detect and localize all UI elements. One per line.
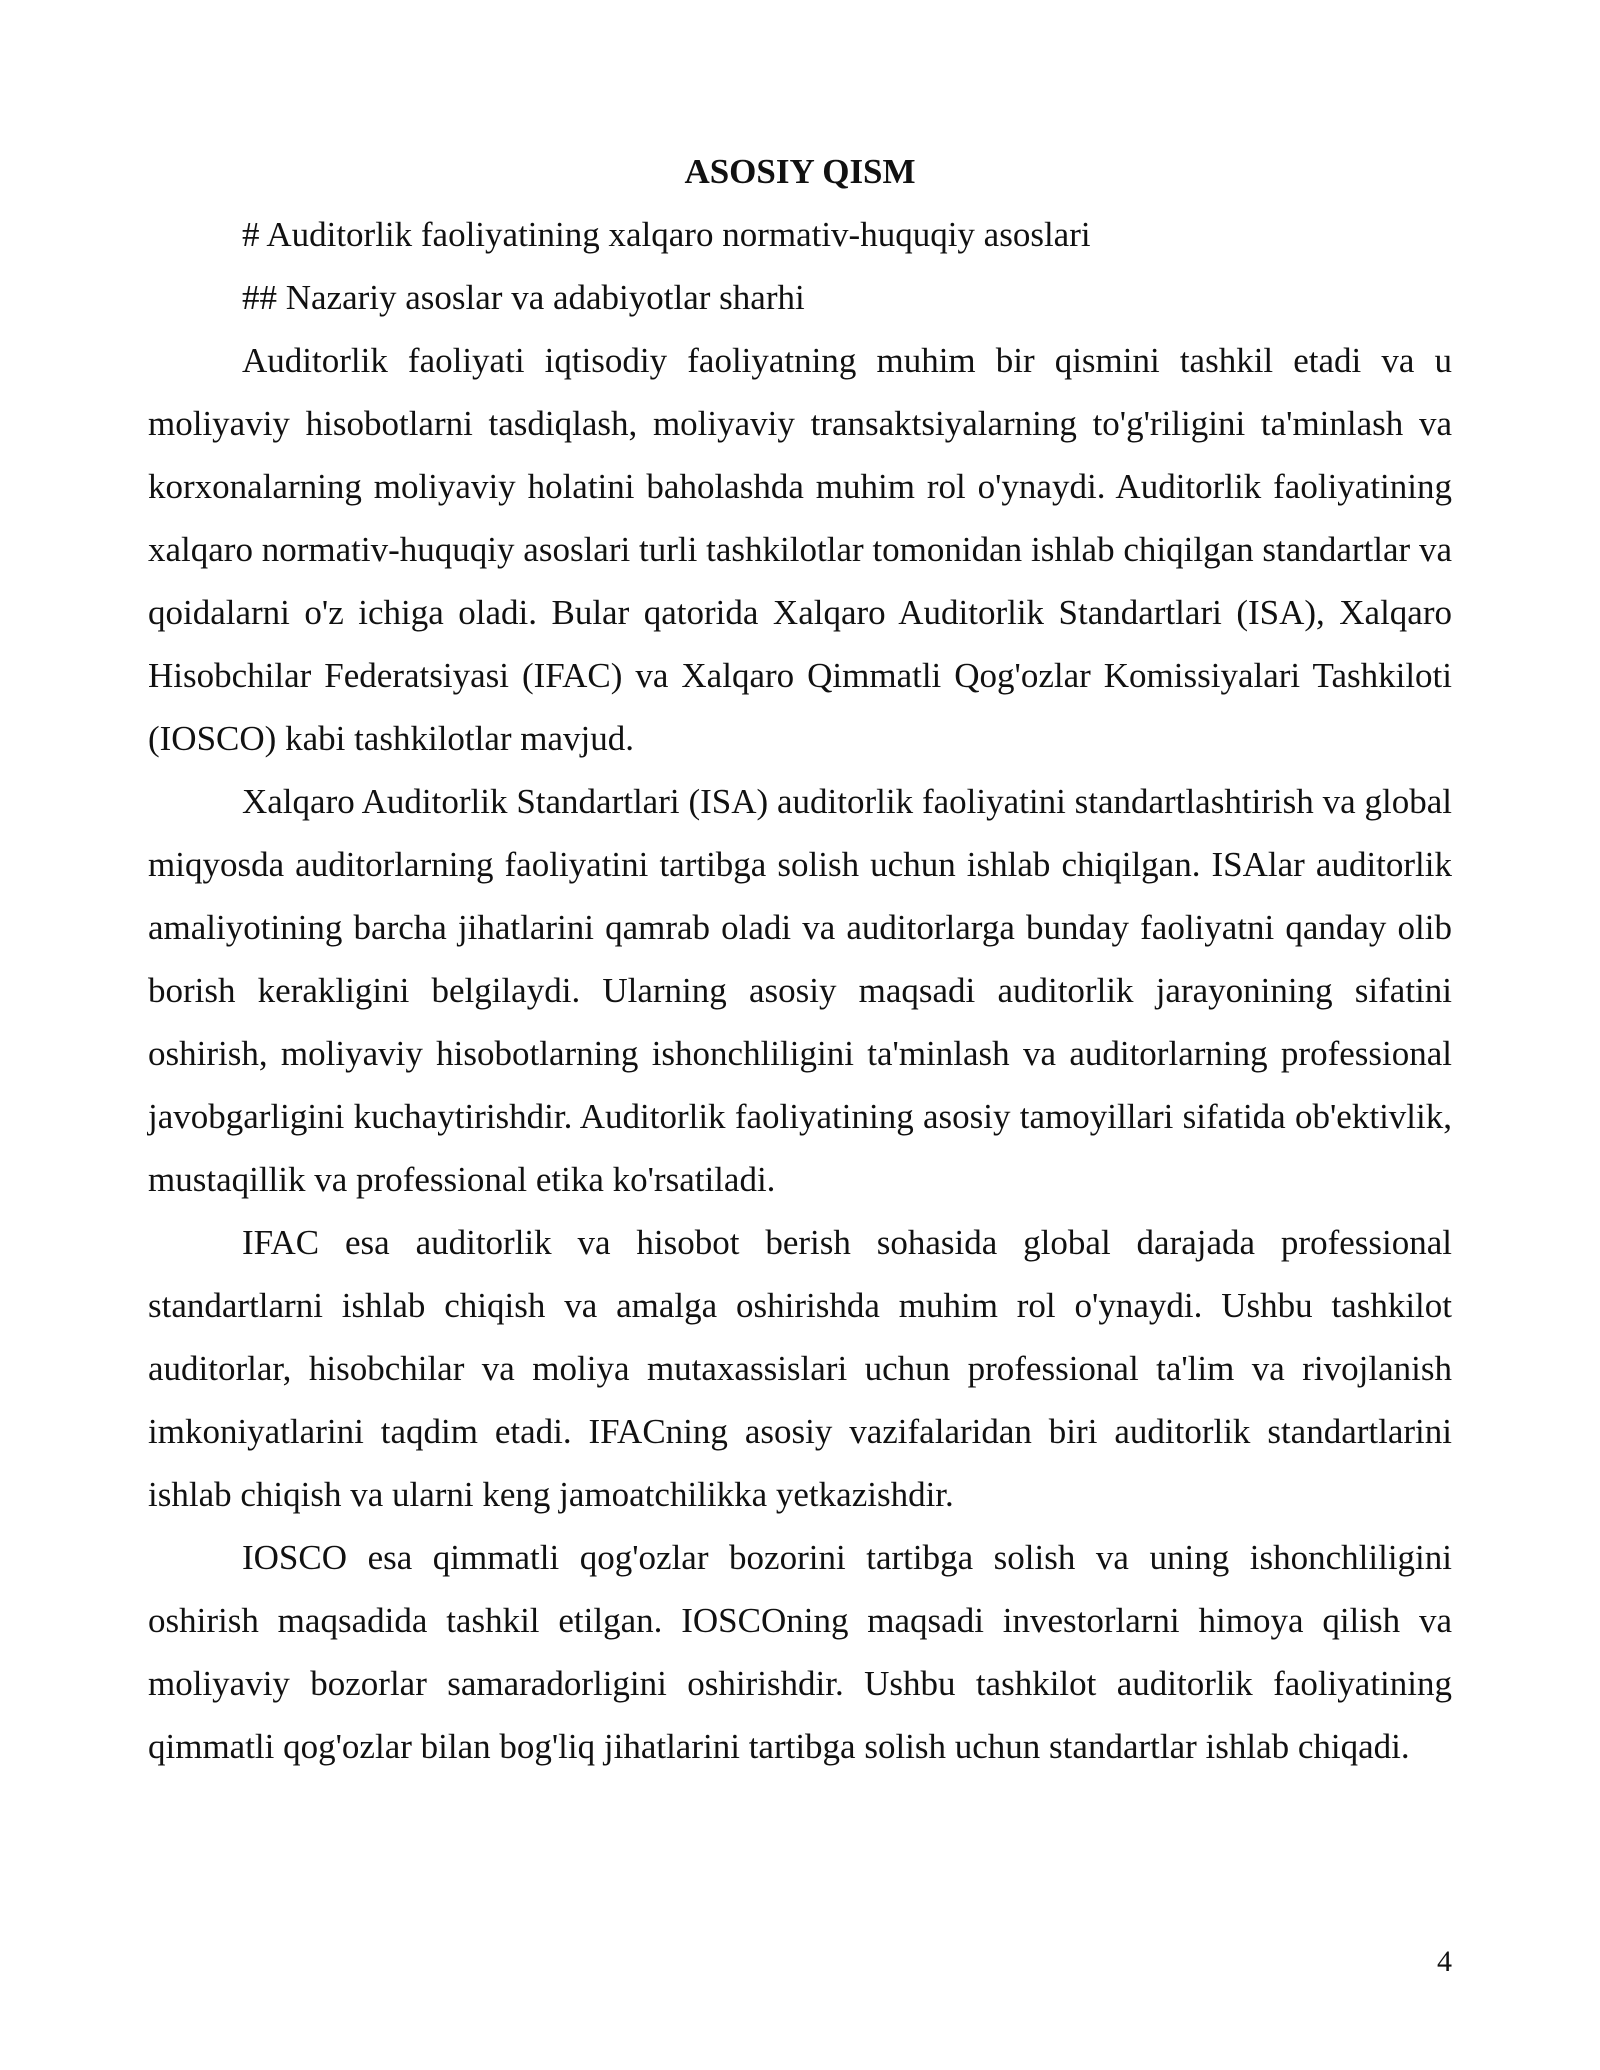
heading-level-2: ## Nazariy asoslar va adabiyotlar sharhi <box>242 278 805 317</box>
section-title: ASOSIY QISM <box>684 152 916 191</box>
paragraph-iosco: IOSCO esa qimmatli qog'ozlar bozorini tartibga solish va uning ishonchliligini oshirish maqsadida tashkil etilgan. IOSCOning maqsadi investorlarni himoya qilish va moliyaviy bozorlar samaradorligini oshirishdir. Ushbu tashkilot auditorlik faoliyatining qimmatli qog'ozlar bilan bog'liq jihatlarini tartibga solish uchun standartlar ishlab chiqadi. <box>148 1538 1452 1766</box>
page-number: 4 <box>1437 1945 1452 1978</box>
heading-level-1: # Auditorlik faoliyatining xalqaro normativ-huquqiy asoslari <box>242 215 1091 254</box>
paragraph-isa: Xalqaro Auditorlik Standartlari (ISA) auditorlik faoliyatini standartlashtirish va global miqyosda auditorlarning faoliyatini tartibga solish uchun ishlab chiqilgan. ISAlar auditorlik amaliyotining barcha jihatlarini qamrab oladi va auditorlarga bunday faoliyatni qanday olib borish kerakligini belgilaydi. Ularning asosiy maqsadi auditorlik jarayonining sifatini oshirish, moliyaviy hisobotlarning ishonchliligini ta'minlash va auditorlarning professional javobgarligini kuchaytirishdir. Auditorlik faoliyatining asosiy tamoyillari sifatida ob'ektivlik, mustaqillik va professional etika ko'rsatiladi. <box>148 782 1452 1199</box>
paragraph-intro: Auditorlik faoliyati iqtisodiy faoliyatning muhim bir qismini tashkil etadi va u moliyaviy hisobotlarni tasdiqlash, moliyaviy transaktsiyalarning to'g'riligini ta'minlash va korxonalarning moliyaviy holatini baholashda muhim rol o'ynaydi. Auditorlik faoliyatining xalqaro normativ-huquqiy asoslari turli tashkilotlar tomonidan ishlab chiqilgan standartlar va qoidalarni o'z ichiga oladi. Bular qatorida Xalqaro Auditorlik Standartlari (ISA), Xalqaro Hisobchilar Federatsiyasi (IFAC) va Xalqaro Qimmatli Qog'ozlar Komissiyalari Tashkiloti (IOSCO) kabi tashkilotlar mavjud. <box>148 341 1452 758</box>
page-content <box>148 140 1452 1778</box>
paragraph-ifac: IFAC esa auditorlik va hisobot berish sohasida global darajada professional standartlarni ishlab chiqish va amalga oshirishda muhim rol o'ynaydi. Ushbu tashkilot auditorlar, hisobchilar va moliya mutaxassislari uchun professional ta'lim va rivojlanish imkoniyatlarini taqdim etadi. IFACning asosiy vazifalaridan biri auditorlik standartlarini ishlab chiqish va ularni keng jamoatchilikka yetkazishdir. <box>148 1223 1452 1514</box>
